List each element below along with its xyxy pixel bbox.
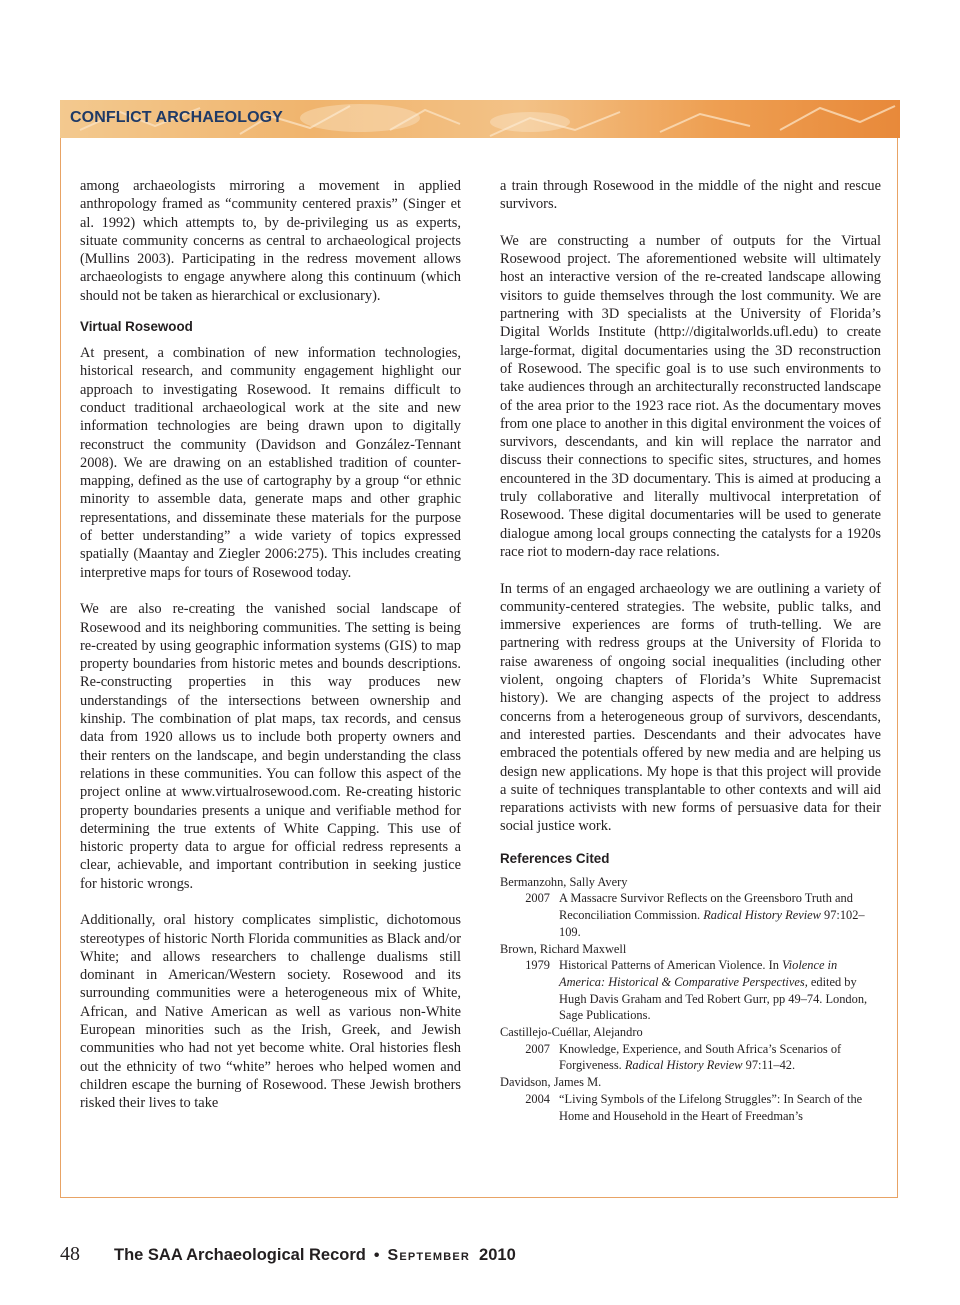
reference-entry [500,1041,881,1074]
page-number: 48 [60,1243,80,1265]
reference-text: Historical Patterns of American Violence. In Violence in America: Historical & Comparative Perspectives, edited by Hugh Davis Graham and Ted Robert Gurr, pp 49–74. London, Sage Publications. [559,958,868,1023]
reference-author: Castillejo-Cuéllar, Alejandro [500,1025,643,1040]
paragraph: We are constructing a number of outputs for the Virtual Rosewood project. The aforementioned website will ultimately host an interactive version of the re-created landscape allowing visitors to guide themselves through the lost community. We are partnering with 3D specialists at the University of Florida’s Digital Worlds Institute (http://digitalworlds.ufl.edu) to create large-format, digital documentaries using the 3D reconstruction of Rosewood. The specific goal is to use such environments to take audiences through an architecturally reconstructed landscape of the area prior to the 1923 race riot. As the documentary moves from one place to another in this digital environment the voices of survivors, descendants, and kin will replace the narrator and discuss their connections to specific sites, structures, and homes encountered in the 3D documentary. This is aimed at producing a truly collaborative and literally multivocal interpretation of Rosewood. These digital documentaries will be used to generate dialogue among local groups connecting the catalysts for a 1920s race riot to modern-day race relations. [500,232,881,560]
left-column [80,177,461,1113]
reference-entry [500,890,881,940]
reference-author: Bermanzohn, Sally Avery [500,874,628,889]
reference-text: Knowledge, Experience, and South Africa’s Scenarios of Forgiveness. Radical History Review 97:11–42. [559,1041,842,1073]
issue-month: September [387,1247,471,1264]
footer-separator: • [373,1247,380,1264]
publication-title: The SAA Archaeological Record [114,1246,366,1264]
references-list [500,874,881,1125]
section-banner [60,100,900,138]
reference-author: Davidson, James M. [500,1075,602,1090]
right-column [500,177,881,1124]
paragraph: We are also re-creating the vanished social landscape of Rosewood and its neighboring communities. The setting is being re-created by using geographic information systems (GIS) to map property boundaries from historic metes and bounds descriptions. Re-constructing properties in this way produces new understandings of the intersections between ownership and kinship. The combination of plat maps, tax records, and census data from 1920 allows us to include both property owners and their renters on the landscape, and begin understanding the class relations in these communities. You can follow this aspect of the project online at www.virtualrosewood.com. Re-creating historic property boundaries presents a unique and verifiable method for determining the true extents of White Capping. This use of historic property data to argue for official redress represents a clear, achievable, and important contribution in seeking justice for historic wrongs. [80,601,461,892]
reference-year: 2007 [525,1041,550,1056]
reference-year: 2007 [525,891,550,906]
paragraph: At present, a combination of new information technologies, historical research, and community engagement highlight our approach to investigating Rosewood. It remains difficult to conduct traditional archaeological work at the site and new information technologies are being drawn upon to digitally reconstruct the community (Davidson and González-Tennant 2008). We are drawing on an established tradition of counter-mapping, defined as the use of cartography by a group “or ethnic minority to assemble data, generate maps and other graphic representations, and disseminate these materials for the purpose of better understanding” a wide variety of topics expressed spatially (Maantay and Ziegler 2006:275). This includes creating interpretive maps for tours of Rosewood today. [80,345,461,581]
continued-paragraph: a train through Rosewood in the middle of the night and rescue survivors. [500,178,881,213]
page-footer [60,1243,516,1267]
paragraph: Additionally, oral history complicates simplistic, dichotomous stereotypes of historic North Florida communities as Black and/or White; and allows researchers to challenge dualisms still dominant in American/Western society. Rosewood and its surrounding communities were a heterogeneous mix of White, African, and Native American as well as various non-White European minorities such as the Irish, Greek, and Jewish communities who had not yet become white. Oral histories flesh out the ethnicity of two “white” heroes who helped women and children escape the burning of Rosewood. These Jewish brothers risked their lives to take [80,912,461,1112]
intro-paragraph: among archaeologists mirroring a movement in applied anthropology framed as “community centered praxis” (Singer et al. 1992) which attempts to, by de-privileging us as experts, situate community concerns as central to archaeological projects (Mullins 2003). Participating in the redress movement allows archaeologists to engage anywhere along this continuum (which should not be taken as hierarchical or exclusionary). [80,178,461,304]
reference-entry [500,957,881,1024]
reference-entry [500,1091,881,1124]
reference-author: Brown, Richard Maxwell [500,941,627,956]
reference-year: 1979 [525,958,550,973]
paragraph: In terms of an engaged archaeology we are outlining a variety of community-centered strategies. The website, public talks, and immersive experiences are forms of truth-telling. We are partnering with redress groups at the University of Florida to raise awareness of ongoing social inequalities (including other violent, ongoing chapters of Florida’s White Supremacist history). We are changing aspects of the project to address concerns from a heterogeneous group of survivors, descendants, and interested parties. Descendants and their advocates have embraced the potentials offered by new media and are helping us design new applications. My hope is that this project will provide a suite of techniques transplantable to other contexts and will aid reparations activists with new forms of persuasive data for their social justice work. [500,580,881,835]
reference-text: “Living Symbols of the Lifelong Struggles”: In Search of the Home and Household in the Heart of Freedman’s [559,1091,863,1123]
reference-text: A Massacre Survivor Reflects on the Greensboro Truth and Reconciliation Commission. Radical History Review 97:102–109. [559,891,865,939]
references-heading: References Cited [500,850,610,866]
section-title: CONFLICT ARCHAEOLOGY [70,109,283,126]
issue-year: 2010 [479,1246,516,1264]
reference-year: 2004 [525,1091,550,1106]
section-heading-virtual-rosewood: Virtual Rosewood [80,319,193,335]
